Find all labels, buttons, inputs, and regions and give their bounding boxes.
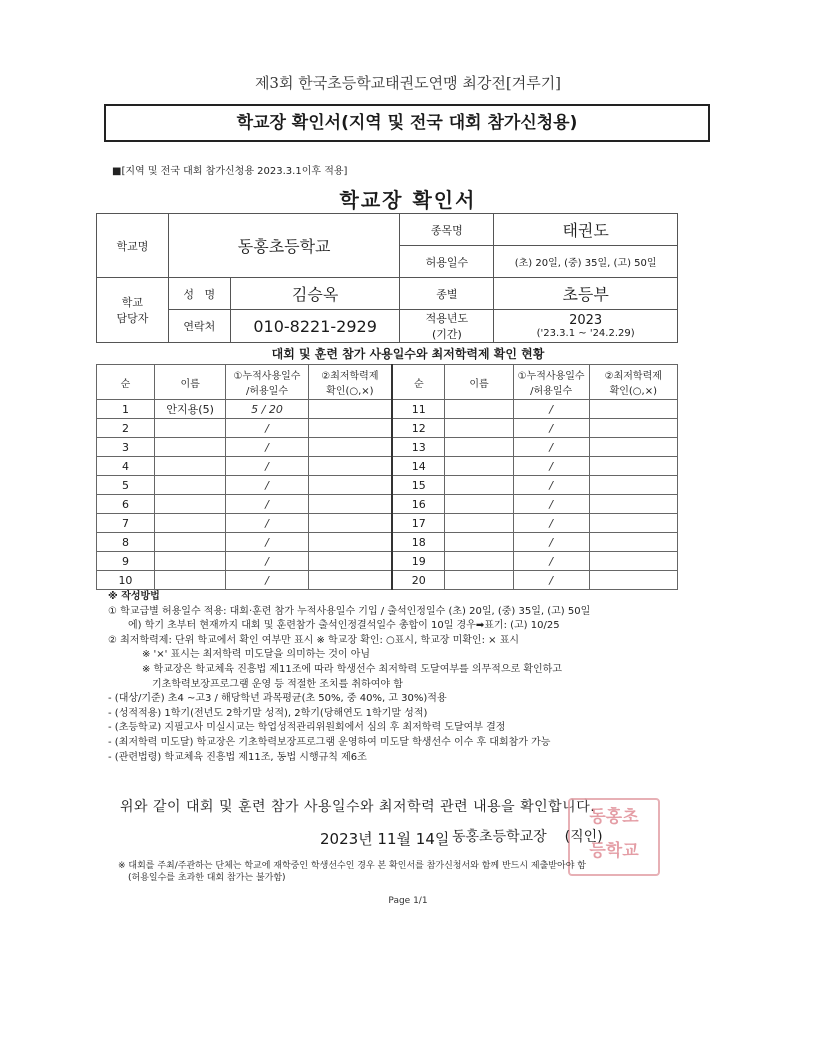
document-banner: 학교장 확인서(지역 및 전국 대회 참가신청용) <box>104 104 710 142</box>
row-academic-check <box>308 552 392 571</box>
row-days: / <box>513 571 589 590</box>
col-days-line2: /허용일수 <box>245 386 288 397</box>
row-no: 13 <box>392 438 445 457</box>
teacher-label-line1: 학교 <box>121 296 144 309</box>
row-no: 12 <box>392 419 445 438</box>
footnote <box>118 860 698 884</box>
period-value: ('23.3.1 ~ '24.2.29) <box>536 328 635 339</box>
col-days-line1-right: ①누적사용일수 <box>517 371 585 382</box>
row-name <box>154 552 226 571</box>
note-7: - (초등학교) 지필고사 미실시교는 학업성적관리위원회에서 심의 후 최저학력 도달여부 결정 <box>108 722 506 734</box>
row-academic-check <box>308 438 392 457</box>
col-no-header-right: 순 <box>392 365 445 400</box>
row-no: 6 <box>97 495 155 514</box>
table-row <box>97 400 678 419</box>
row-days: / <box>226 438 308 457</box>
footnote-a: ※ 대회를 주최/주관하는 단체는 학교에 재학중인 학생선수인 경우 본 확인서를 참가신청서와 함께 반드시 제출받아야 함 <box>118 861 586 871</box>
row-name <box>445 571 513 590</box>
division-value: 초등부 <box>494 278 678 310</box>
division-label: 종별 <box>400 278 494 310</box>
col-days-header <box>226 365 308 400</box>
row-name <box>445 438 513 457</box>
row-academic-check <box>589 533 677 552</box>
row-days: / <box>513 495 589 514</box>
row-no: 2 <box>97 419 155 438</box>
name-value: 김승옥 <box>230 278 400 310</box>
row-no: 18 <box>392 533 445 552</box>
row-academic-check <box>308 514 392 533</box>
allowed-days-value: (초) 20일, (중) 35일, (고) 50일 <box>494 246 678 278</box>
row-name <box>154 571 226 590</box>
year-label-line1: 적용년도 <box>425 312 469 325</box>
school-value: 동홍초등학교 <box>168 214 400 278</box>
row-academic-check <box>308 495 392 514</box>
year-value: 2023 <box>569 313 603 328</box>
seal-line2: 등학교 <box>589 841 639 861</box>
row-days: / <box>513 533 589 552</box>
issue-date: 2023년 11월 14일 <box>320 830 450 848</box>
notes-heading: ※ 작성방법 <box>108 591 160 602</box>
row-days: 5 / 20 <box>226 400 308 419</box>
row-name <box>445 476 513 495</box>
table-row <box>97 476 678 495</box>
row-no: 3 <box>97 438 155 457</box>
row-days: / <box>226 476 308 495</box>
row-academic-check <box>589 438 677 457</box>
row-academic-check <box>589 571 677 590</box>
note-3: ※ '×' 표시는 최저학력 미도달을 의미하는 것이 아님 <box>142 649 371 661</box>
sport-label: 종목명 <box>400 214 494 246</box>
col-no-header: 순 <box>97 365 155 400</box>
row-academic-check <box>308 476 392 495</box>
row-academic-check <box>589 400 677 419</box>
col-name-header: 이름 <box>154 365 226 400</box>
row-no: 16 <box>392 495 445 514</box>
note-1a: ① 학교급별 허용일수 적용: 대회·훈련 참가 누적사용일수 기입 / 출석인정일수 (초) 20일, (중) 35일, (고) 50일 <box>108 605 591 617</box>
seal-mark: (직인) <box>564 829 603 845</box>
row-academic-check <box>589 514 677 533</box>
col-acad-header-right <box>589 365 677 400</box>
table-row <box>97 495 678 514</box>
row-no: 4 <box>97 457 155 476</box>
table-row <box>97 571 678 590</box>
teacher-label-line2: 담당자 <box>116 312 149 325</box>
year-value-cell <box>494 310 678 343</box>
row-days: / <box>226 552 308 571</box>
row-academic-check <box>589 476 677 495</box>
note-9: - (관련법령) 학교체육 진흥법 제11조, 동법 시행규칙 제6조 <box>108 751 367 763</box>
table-row <box>97 533 678 552</box>
row-academic-check <box>589 419 677 438</box>
table-row <box>97 552 678 571</box>
col-acad-line1-right: ②최저학력제 <box>604 371 662 382</box>
row-no: 8 <box>97 533 155 552</box>
col-acad-header <box>308 365 392 400</box>
row-name <box>445 400 513 419</box>
contact-value: 010-8221-2929 <box>230 310 400 343</box>
row-no: 17 <box>392 514 445 533</box>
contact-label: 연락처 <box>168 310 230 343</box>
row-no: 5 <box>97 476 155 495</box>
note-5: - (대상/기준) 초4 ~고3 / 해당학년 과목평균(초 50%, 중 40%, 고 30%)적용 <box>108 693 447 705</box>
note-4a: ※ 학교장은 학교체육 진흥법 제11조에 따라 학생선수 최저학력 도달여부를 의무적으로 확인하고 <box>142 663 562 675</box>
info-table <box>96 213 678 343</box>
row-name <box>445 514 513 533</box>
col-days-line1: ①누적사용일수 <box>233 371 301 382</box>
row-no: 20 <box>392 571 445 590</box>
form-title: 학교장 확인서 <box>339 188 477 212</box>
row-academic-check <box>589 552 677 571</box>
row-no: 15 <box>392 476 445 495</box>
table-row <box>97 438 678 457</box>
table-row <box>97 457 678 476</box>
teacher-label <box>97 278 169 343</box>
row-no: 1 <box>97 400 155 419</box>
table-row <box>97 514 678 533</box>
row-name <box>154 495 226 514</box>
note-1b: 에) 학기 초부터 현재까지 대회 및 훈련참가 출석인정결석일수 총합이 10일 경우➡표기: (고) 10/25 <box>128 620 560 632</box>
row-name: 안지용(5) <box>154 400 226 419</box>
row-no: 9 <box>97 552 155 571</box>
row-academic-check <box>308 457 392 476</box>
row-academic-check <box>308 533 392 552</box>
applies-note: ■[지역 및 전국 대회 참가신청용 2023.3.1이후 적용] <box>112 166 348 177</box>
col-days-line2-right: /허용일수 <box>530 386 573 397</box>
row-academic-check <box>589 457 677 476</box>
event-title: 제3회 한국초등학교태권도연맹 최강전[겨루기] <box>254 74 562 92</box>
row-days: / <box>513 400 589 419</box>
status-title: 대회 및 훈련 참가 사용일수와 최저학력제 확인 현황 <box>271 347 545 361</box>
note-2: ② 최저학력제: 단위 학교에서 확인 여부만 표시 ※ 학교장 확인: ○표시, 학교장 미확인: × 표시 <box>108 634 520 646</box>
instructions <box>108 590 708 765</box>
row-name <box>154 457 226 476</box>
row-name <box>445 457 513 476</box>
col-acad-line1: ②최저학력제 <box>321 371 379 382</box>
row-days: / <box>226 419 308 438</box>
row-days: / <box>513 552 589 571</box>
col-name-header-right: 이름 <box>445 365 513 400</box>
row-days: / <box>513 438 589 457</box>
row-name <box>154 419 226 438</box>
note-4b: 기초학력보장프로그램 운영 등 적절한 조치를 취하여야 함 <box>152 678 403 690</box>
row-no: 7 <box>97 514 155 533</box>
sport-value: 태권도 <box>494 214 678 246</box>
row-name <box>445 419 513 438</box>
footnote-b: (허용일수를 초과한 대회 참가는 불가함) <box>128 873 286 883</box>
note-8: - (최저학력 미도달) 학교장은 기초학력보장프로그램 운영하여 미도달 학생선수 이수 후 대회참가 가능 <box>108 736 551 748</box>
row-days: / <box>226 495 308 514</box>
confirmation-statement: 위와 같이 대회 및 훈련 참가 사용일수와 최저학력 관련 내용을 확인합니다. <box>120 799 596 815</box>
table-row <box>97 419 678 438</box>
row-academic-check <box>308 419 392 438</box>
records-table <box>96 364 678 590</box>
row-days: / <box>513 514 589 533</box>
col-acad-line2: 확인(○,×) <box>326 386 374 397</box>
seal-line1: 동홍초 <box>589 807 639 827</box>
year-label-line2: (기간) <box>431 328 462 341</box>
col-acad-line2-right: 확인(○,×) <box>609 386 657 397</box>
row-no: 19 <box>392 552 445 571</box>
row-no: 14 <box>392 457 445 476</box>
row-name <box>445 533 513 552</box>
row-academic-check <box>308 400 392 419</box>
row-name <box>154 514 226 533</box>
school-label: 학교명 <box>97 214 169 278</box>
row-days: / <box>513 457 589 476</box>
row-name <box>445 552 513 571</box>
note-6: - (성적적용) 1학기(전년도 2학기말 성적), 2학기(당해연도 1학기말 성적) <box>108 707 428 719</box>
row-name <box>154 476 226 495</box>
page-number: Page 1/1 <box>388 896 428 906</box>
allowed-days-label: 허용일수 <box>400 246 494 278</box>
row-academic-check <box>589 495 677 514</box>
year-label <box>400 310 494 343</box>
row-days: / <box>226 457 308 476</box>
row-days: / <box>513 476 589 495</box>
row-name <box>445 495 513 514</box>
row-days: / <box>226 514 308 533</box>
row-days: / <box>226 533 308 552</box>
row-no: 10 <box>97 571 155 590</box>
col-days-header-right <box>513 365 589 400</box>
name-label: 성 명 <box>168 278 230 310</box>
row-no: 11 <box>392 400 445 419</box>
principal-signature <box>452 826 603 846</box>
row-name <box>154 533 226 552</box>
row-days: / <box>513 419 589 438</box>
row-academic-check <box>308 571 392 590</box>
principal-name: 동홍초등학교장 <box>452 829 547 845</box>
row-days: / <box>226 571 308 590</box>
row-name <box>154 438 226 457</box>
